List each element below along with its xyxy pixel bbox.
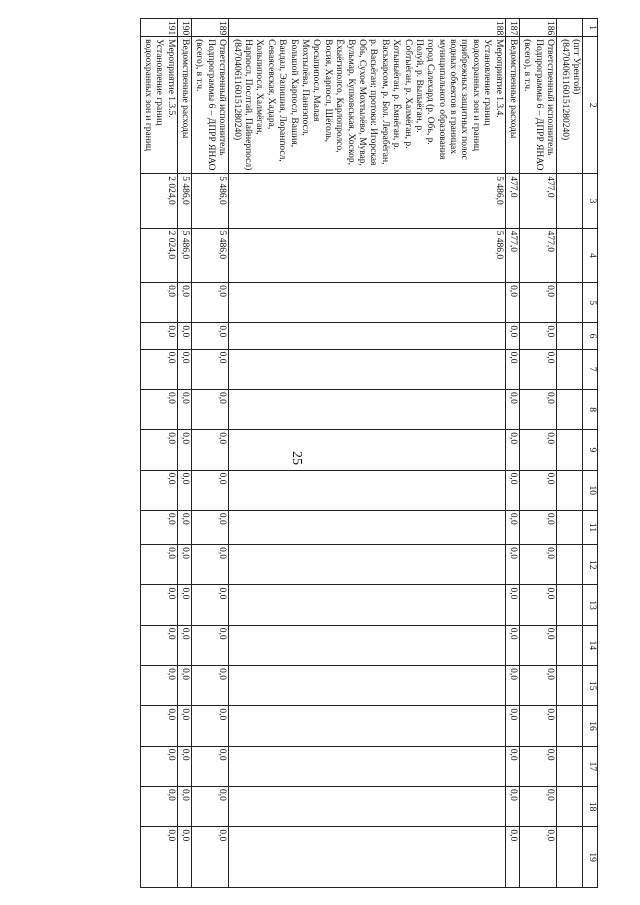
value-cell: 0,0 [520, 545, 557, 585]
value-cell: 0,0 [520, 585, 557, 625]
value-cell: 477,0 [505, 174, 519, 228]
header-cell: 17 [583, 746, 598, 786]
page-number: 25 [289, 451, 304, 465]
value-cell [557, 746, 583, 786]
row-name: Ответственный исполнитель Подпрограммы 6 – ДПРР ЯНАО (всего), в т.ч. [520, 37, 557, 174]
value-cell: 0,0 [505, 666, 519, 706]
value-cell: 0,0 [505, 625, 519, 665]
value-cell: 0,0 [192, 470, 229, 510]
value-cell [229, 585, 505, 625]
row-name: (пгт Уренгой) (84704061160151280240) [557, 37, 583, 174]
value-cell [557, 323, 583, 349]
value-cell: 0,0 [505, 389, 519, 429]
value-cell: 0,0 [140, 787, 177, 827]
header-cell: 16 [583, 706, 598, 746]
value-cell: 0,0 [192, 827, 229, 888]
value-cell: 0,0 [177, 746, 191, 786]
value-cell: 0,0 [520, 323, 557, 349]
value-cell: 2 024,0 [140, 228, 177, 282]
value-cell [557, 706, 583, 746]
header-cell: 4 [583, 228, 598, 282]
value-cell [557, 389, 583, 429]
header-cell: 10 [583, 470, 598, 510]
value-cell [557, 666, 583, 706]
value-cell: 0,0 [192, 430, 229, 470]
rotated-table-container [68, 18, 598, 888]
value-cell [557, 585, 583, 625]
value-cell: 0,0 [192, 510, 229, 544]
header-cell: 3 [583, 174, 598, 228]
value-cell: 0,0 [177, 585, 191, 625]
value-cell: 0,0 [505, 323, 519, 349]
value-cell [229, 545, 505, 585]
value-cell: 0,0 [192, 389, 229, 429]
value-cell: 0,0 [520, 430, 557, 470]
value-cell: 0,0 [177, 545, 191, 585]
header-cell: 15 [583, 666, 598, 706]
row-number: 188. [229, 19, 505, 37]
table-row [177, 19, 191, 888]
value-cell: 0,0 [177, 323, 191, 349]
value-cell: 0,0 [192, 349, 229, 389]
value-cell [557, 827, 583, 888]
value-cell [557, 430, 583, 470]
value-cell: 0,0 [140, 545, 177, 585]
value-cell: 0,0 [192, 625, 229, 665]
budget-table [140, 18, 598, 888]
value-cell: 0,0 [177, 349, 191, 389]
value-cell: 5 486,0 [192, 174, 229, 228]
header-cell: 9 [583, 430, 598, 470]
value-cell [229, 430, 505, 470]
value-cell [557, 545, 583, 585]
value-cell: 0,0 [520, 625, 557, 665]
table-body [140, 19, 582, 888]
value-cell: 0,0 [505, 545, 519, 585]
value-cell: 477,0 [520, 174, 557, 228]
value-cell [229, 625, 505, 665]
header-cell: 18 [583, 787, 598, 827]
value-cell: 0,0 [520, 283, 557, 323]
value-cell: 0,0 [505, 470, 519, 510]
header-cell: 12 [583, 545, 598, 585]
value-cell [229, 706, 505, 746]
header-cell: 19 [583, 827, 598, 888]
value-cell: 0,0 [177, 625, 191, 665]
row-name: Ведомственные расходы [177, 37, 191, 174]
value-cell [557, 283, 583, 323]
value-cell [229, 787, 505, 827]
row-number: 187. [505, 19, 519, 37]
value-cell: 0,0 [192, 585, 229, 625]
value-cell [229, 389, 505, 429]
value-cell [229, 666, 505, 706]
value-cell [229, 283, 505, 323]
header-cell: 11 [583, 510, 598, 544]
value-cell [557, 470, 583, 510]
header-cell: 7 [583, 349, 598, 389]
value-cell: 2 024,0 [140, 174, 177, 228]
value-cell [557, 625, 583, 665]
value-cell [557, 349, 583, 389]
header-cell: 13 [583, 585, 598, 625]
value-cell: 0,0 [520, 389, 557, 429]
value-cell: 477,0 [505, 228, 519, 282]
row-number [557, 19, 583, 37]
value-cell: 0,0 [140, 283, 177, 323]
value-cell: 0,0 [520, 706, 557, 746]
value-cell: 0,0 [505, 349, 519, 389]
value-cell: 0,0 [140, 827, 177, 888]
value-cell: 0,0 [177, 470, 191, 510]
value-cell: 0,0 [140, 746, 177, 786]
value-cell: 0,0 [192, 545, 229, 585]
value-cell [557, 228, 583, 282]
value-cell: 0,0 [140, 470, 177, 510]
table-row [505, 19, 519, 888]
row-number: 191. [140, 19, 177, 37]
value-cell: 0,0 [177, 389, 191, 429]
value-cell: 0,0 [505, 787, 519, 827]
value-cell: 0,0 [177, 787, 191, 827]
table-row [557, 19, 583, 888]
value-cell: 0,0 [192, 666, 229, 706]
value-cell: 5 486,0 [177, 228, 191, 282]
value-cell: 0,0 [192, 323, 229, 349]
table-row [229, 19, 505, 888]
header-cell: 6 [583, 323, 598, 349]
value-cell: 5 486,0 [192, 228, 229, 282]
value-cell: 0,0 [140, 510, 177, 544]
value-cell: 0,0 [520, 787, 557, 827]
row-name: Ответственный исполнитель Подпрограммы 6 – ДПРР ЯНАО (всего), в т.ч. [192, 37, 229, 174]
row-number: 190. [177, 19, 191, 37]
value-cell: 0,0 [140, 430, 177, 470]
value-cell: 0,0 [505, 746, 519, 786]
value-cell: 0,0 [140, 389, 177, 429]
value-cell: 0,0 [177, 510, 191, 544]
value-cell: 0,0 [520, 510, 557, 544]
row-number: 186. [520, 19, 557, 37]
value-cell: 0,0 [505, 827, 519, 888]
value-cell: 0,0 [505, 706, 519, 746]
row-name: Ведомственные расходы [505, 37, 519, 174]
value-cell [229, 470, 505, 510]
value-cell: 0,0 [192, 706, 229, 746]
value-cell: 0,0 [505, 510, 519, 544]
value-cell: 0,0 [140, 625, 177, 665]
value-cell [557, 174, 583, 228]
value-cell: 0,0 [192, 787, 229, 827]
row-number: 189. [192, 19, 229, 37]
value-cell: 0,0 [520, 827, 557, 888]
value-cell: 0,0 [505, 585, 519, 625]
value-cell: 0,0 [177, 666, 191, 706]
value-cell: 0,0 [505, 283, 519, 323]
value-cell [229, 323, 505, 349]
value-cell: 0,0 [177, 283, 191, 323]
value-cell: 0,0 [177, 430, 191, 470]
value-cell: 5 486,0 [177, 174, 191, 228]
value-cell: 0,0 [140, 706, 177, 746]
value-cell: 5 486,0 [229, 174, 505, 228]
header-cell: 14 [583, 625, 598, 665]
value-cell [229, 746, 505, 786]
value-cell [557, 510, 583, 544]
value-cell: 0,0 [177, 827, 191, 888]
row-name: Мероприятие 1.3.4. Установление границ водоохранных зон и границ прибрежных защитных полос водных объектов в границах муниципального образования город Салехард (р. Обь, р. Полуй, р. Вылыёган, р. Собтыёган, р. Халмёган, р. Хотыныёган, р. Ёмнёган, р. Васькарсом, р. Бол. Лерабёган, р. Васьёган; протоки: Игорская Обь, Сухое Мохтылёво, Мувар, Вульмар, Купковськая, Хоскор, Ёхыёгиполсо, Карлопролсо, Восия, Харпосл, Шёголь, Орсыпипосл, Малая Мохтылёва, Паннэпосл, Большой Харпосл, Вашия, Вандал, Эалишия, Лоранпосл, Севаясевская, Хадара, Хольпипосл, Халмёган, Нарпосл, Послтай, Пайнерпосл) (84704061160151280240) [229, 37, 505, 174]
value-cell: 0,0 [140, 323, 177, 349]
value-cell: 0,0 [192, 746, 229, 786]
value-cell: 0,0 [140, 666, 177, 706]
column-number-header [583, 19, 598, 888]
row-name: Мероприятие 1.3.5. Установление границ водоохранных зон и границ [140, 37, 177, 174]
header-cell: 5 [583, 283, 598, 323]
value-cell [229, 349, 505, 389]
value-cell: 0,0 [140, 349, 177, 389]
header-cell: 8 [583, 389, 598, 429]
value-cell [557, 787, 583, 827]
value-cell: 0,0 [140, 585, 177, 625]
table-row [140, 19, 177, 888]
value-cell: 5 486,0 [229, 228, 505, 282]
value-cell: 0,0 [520, 470, 557, 510]
table-row [520, 19, 557, 888]
value-cell: 0,0 [177, 706, 191, 746]
value-cell: 0,0 [520, 666, 557, 706]
value-cell: 0,0 [520, 746, 557, 786]
header-cell: 2 [583, 37, 598, 174]
value-cell: 0,0 [505, 430, 519, 470]
value-cell: 0,0 [520, 349, 557, 389]
value-cell [229, 827, 505, 888]
value-cell [229, 510, 505, 544]
value-cell: 0,0 [192, 283, 229, 323]
value-cell: 477,0 [520, 228, 557, 282]
header-cell: 1 [583, 19, 598, 37]
table-row [192, 19, 229, 888]
